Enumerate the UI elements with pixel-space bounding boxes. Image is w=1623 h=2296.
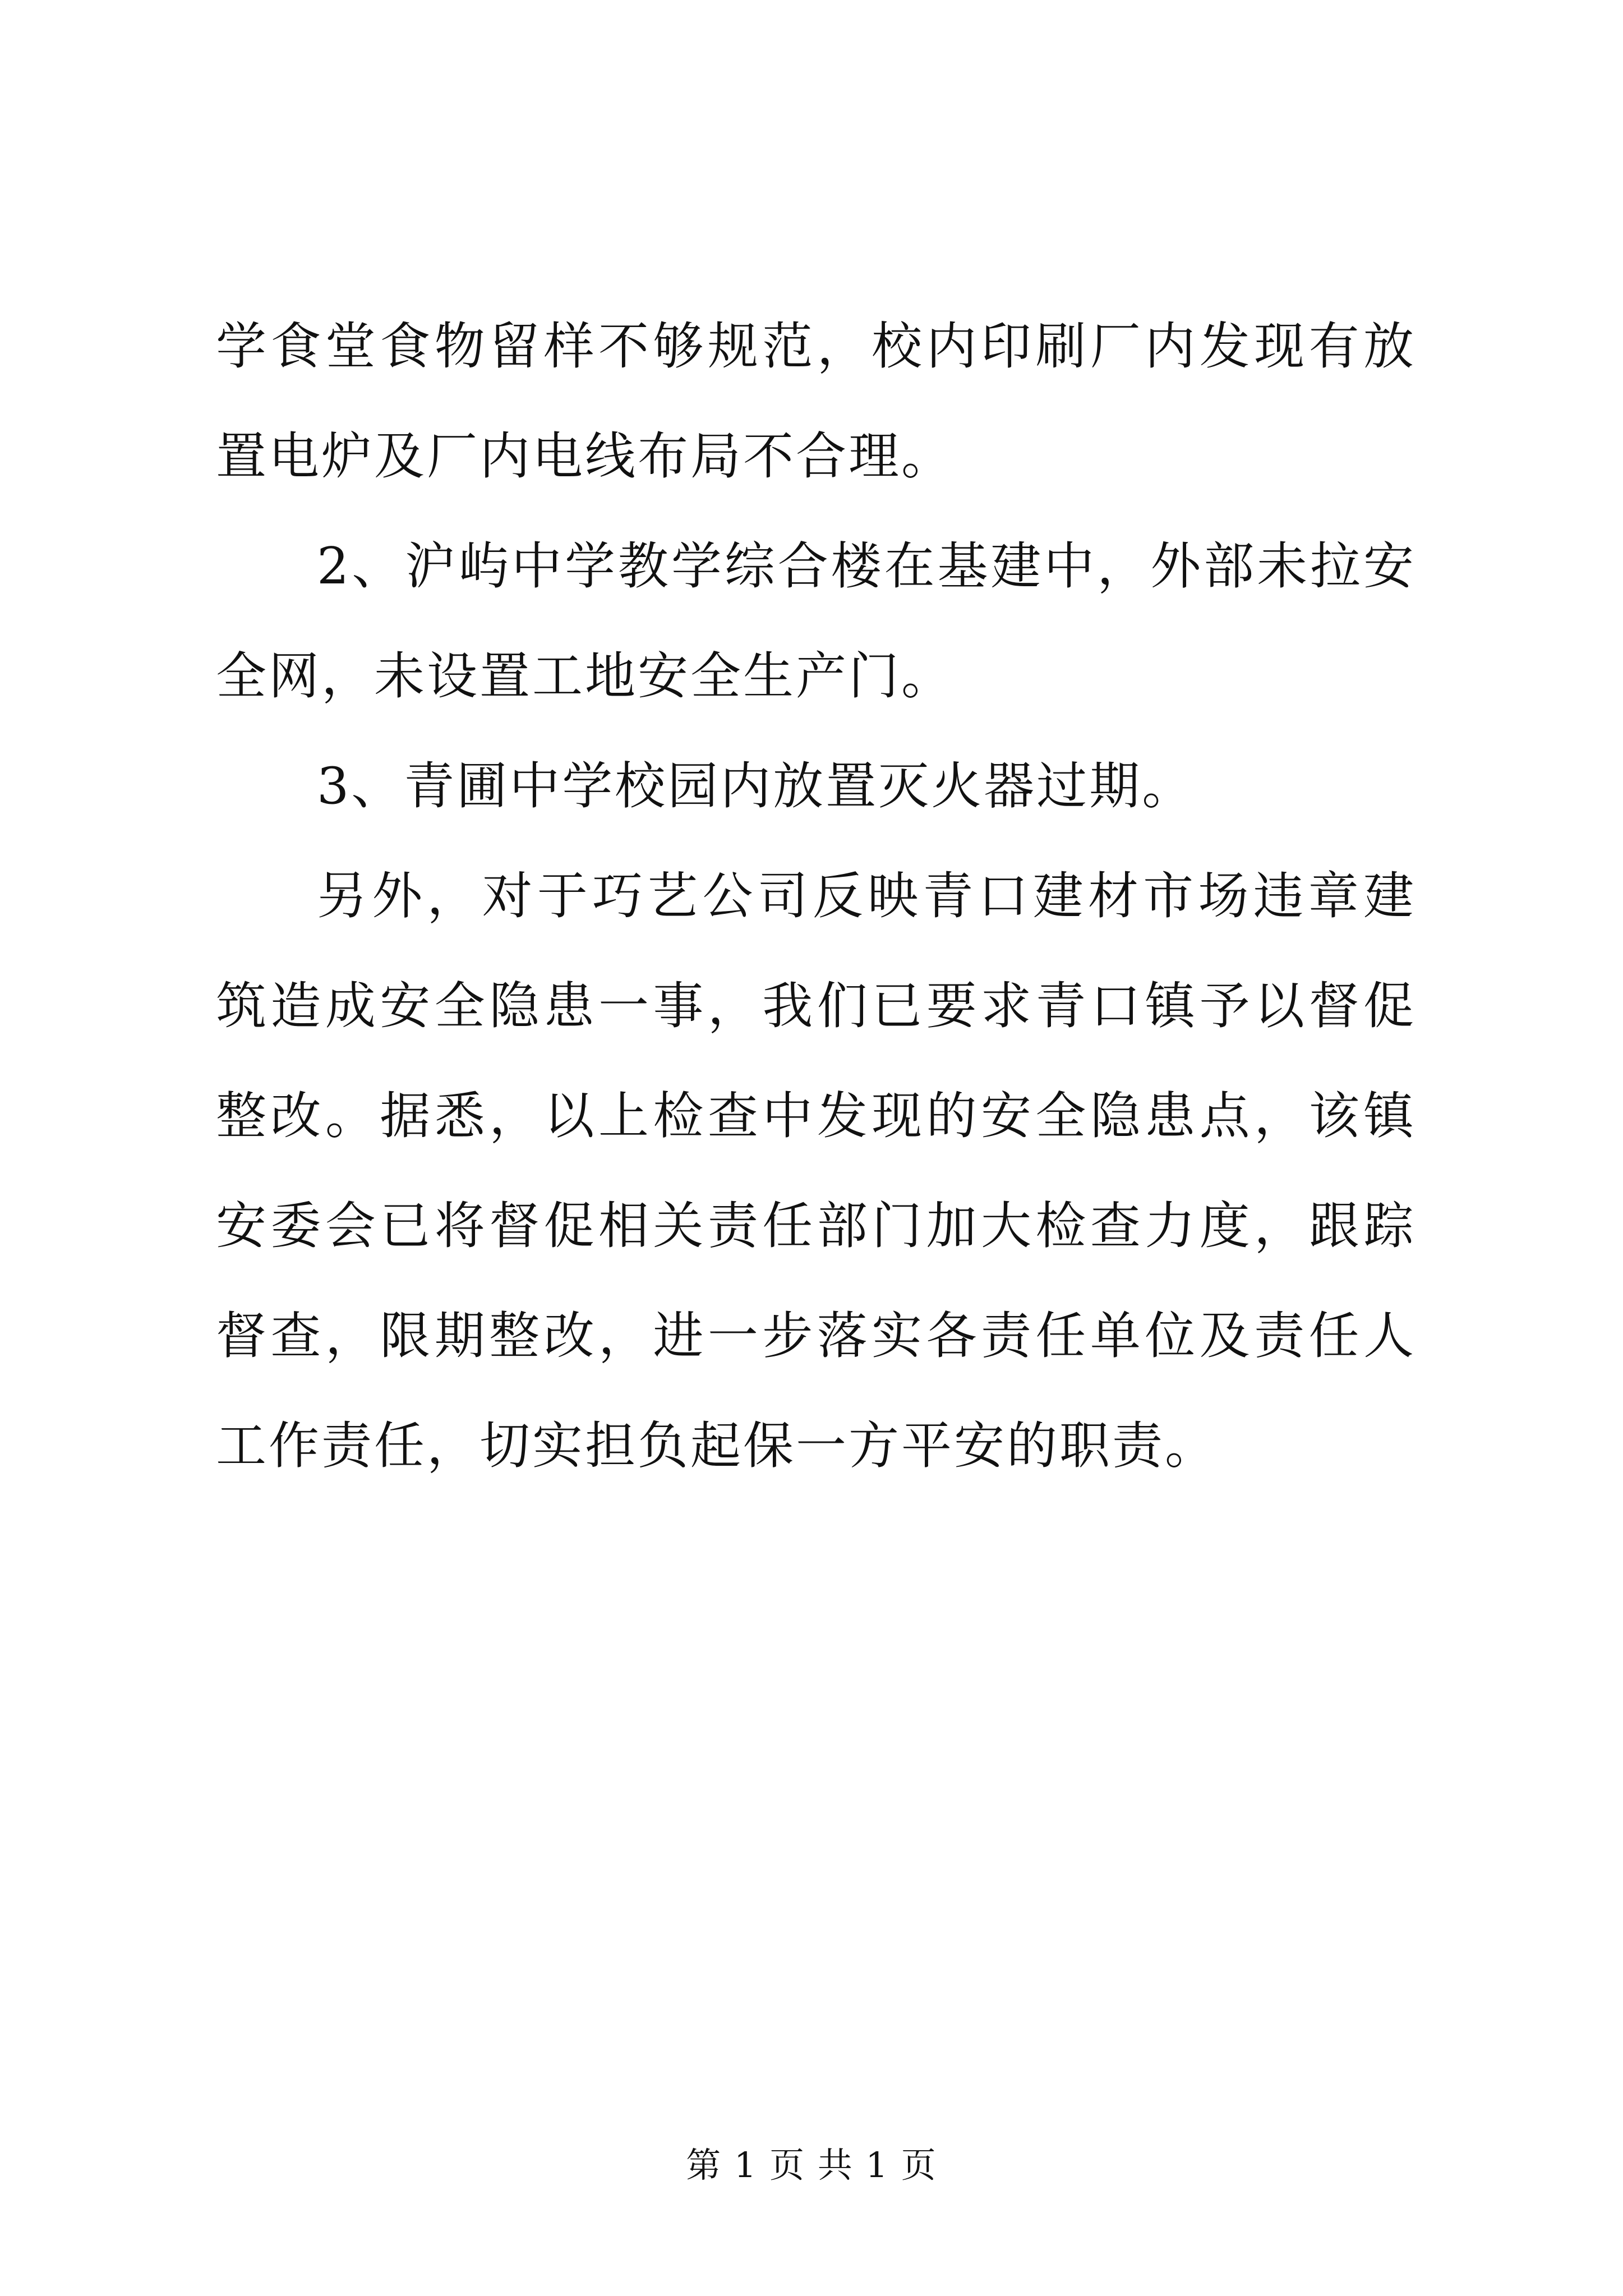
page-number-footer: 第 1 页 共 1 页 [686, 2145, 937, 2185]
document-body [216, 292, 1416, 1501]
paragraph-continuation: 学食堂食物留样不够规范，校内印刷厂内发现有放置电炉及厂内电线布局不合理。 [216, 317, 1416, 486]
paragraph-item-3: 3、青圃中学校园内放置灭火器过期。 [317, 757, 1195, 816]
paragraph-item-2: 2、沪屿中学教学综合楼在基建中，外部未拉安全网，未设置工地安全生产门。 [216, 537, 1416, 706]
paragraph-additional: 另外，对于巧艺公司反映青口建材市场违章建筑造成安全隐患一事，我们已要求青口镇予以督促整改。据悉，以上检查中发现的安全隐患点，该镇安委会已将督促相关责任部门加大检查力度，跟踪督查，限期整改，进一步落实各责任单位及责任人工作责任，切实担负起保一方平安的职责。 [216, 867, 1416, 1475]
